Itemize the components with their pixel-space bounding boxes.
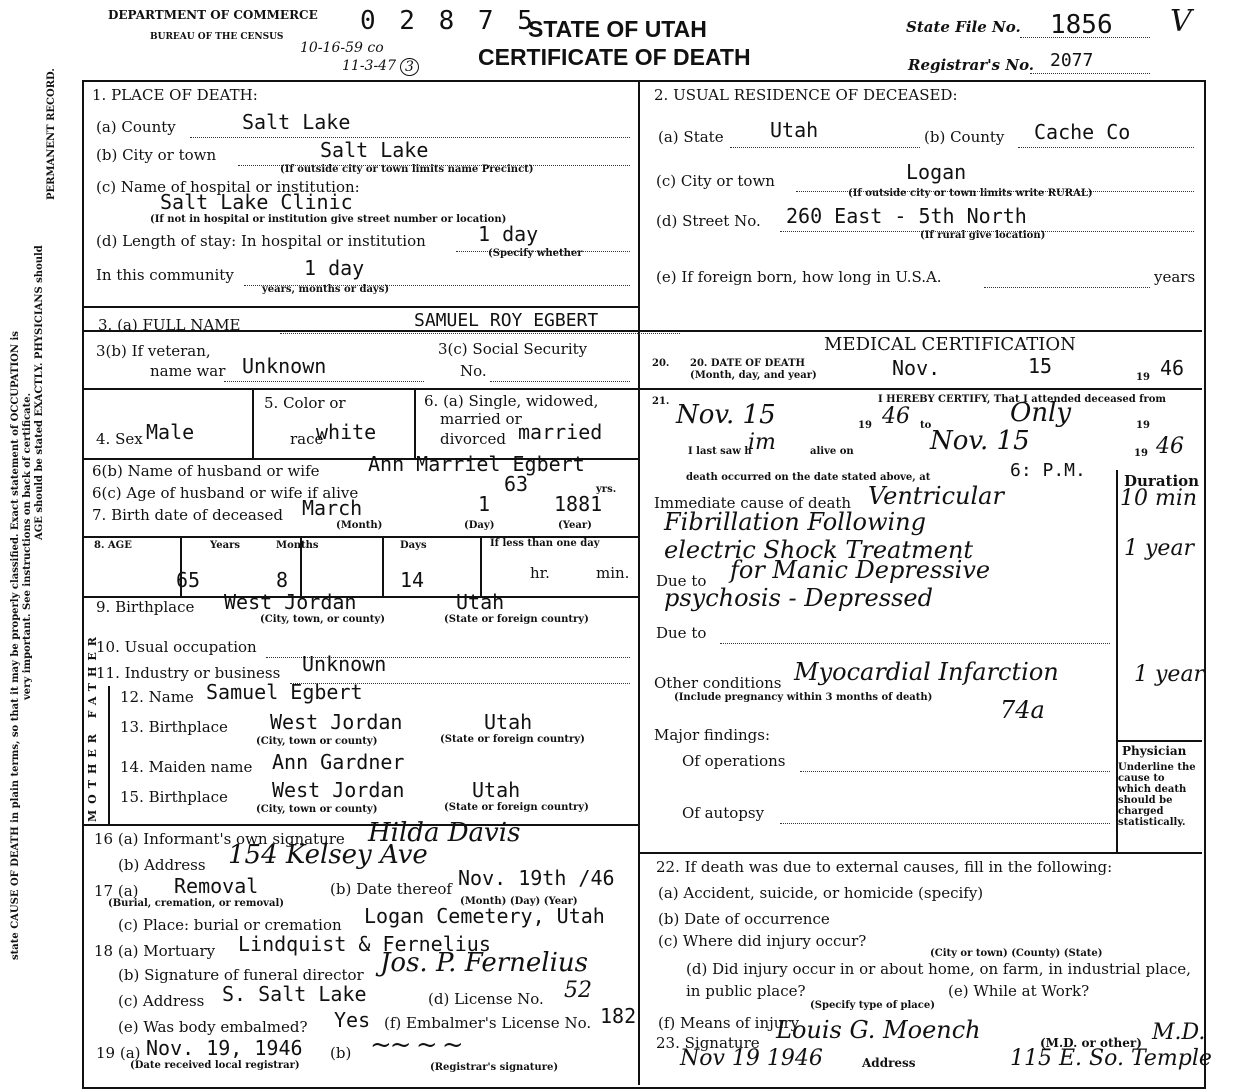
embalmed-value: Yes [334, 1008, 371, 1032]
other-conditions: Myocardial Infarction [794, 658, 1059, 686]
days-header: Days [400, 540, 427, 551]
physician-signature: Louis G. Moench [776, 1016, 981, 1044]
form-title-certificate: CERTIFICATE OF DEATH [478, 44, 751, 70]
license-label: (d) License No. [428, 990, 544, 1008]
other-code: 74a [1000, 696, 1045, 724]
dod-year: 46 [1160, 356, 1185, 380]
day-note: (Day) [464, 520, 495, 531]
community-label: In this community [96, 266, 234, 284]
dod-day: 15 [1028, 354, 1053, 378]
nineteen-2: 19 [1136, 420, 1150, 431]
war-label: name war [150, 362, 226, 380]
physician-header: Physician [1122, 744, 1187, 758]
external-d2-label: in public place? [686, 982, 806, 1000]
father-name: Samuel Egbert [206, 680, 363, 704]
check-mark: V [1170, 4, 1192, 39]
father-city-note: (City, town or county) [256, 736, 378, 747]
state-label: (a) State [658, 128, 724, 146]
external-a-label: (a) Accident, suicide, or homicide (specify) [658, 884, 984, 902]
min-label: min. [596, 564, 630, 582]
hr-label: hr. [530, 564, 550, 582]
md-label: (M.D. or other) [1040, 1036, 1142, 1050]
foreign-born-label: (e) If foreign born, how long in U.S.A. [656, 268, 942, 286]
medical-certification-title: MEDICAL CERTIFICATION [824, 334, 1076, 355]
registrar-label: Registrar's No. [908, 56, 1035, 74]
birth-day: 1 [478, 492, 491, 516]
filed-note: (Date received local registrar) [130, 1060, 300, 1071]
dept-label: DEPARTMENT OF COMMERCE [108, 8, 318, 22]
md-handwritten: M.D. [1152, 1020, 1206, 1045]
external-e-label: (e) While at Work? [948, 982, 1090, 1000]
place-of-death-title: 1. PLACE OF DEATH: [92, 86, 258, 104]
father-state-note: (State or foreign country) [440, 734, 585, 745]
full-name-label: 3. (a) FULL NAME [98, 316, 241, 334]
father-birthplace-label: 13. Birthplace [120, 718, 228, 736]
registrar-signature: ~~ ~ ~ [370, 1030, 462, 1060]
burial-date: Nov. 19th /46 [458, 866, 615, 890]
community-note: years, months or days) [262, 284, 390, 295]
marital-status: married [518, 420, 603, 444]
handwritten-note: 11-3-47 [342, 58, 396, 74]
cause-line-3: electric Shock Treatment [664, 536, 974, 564]
informant-label: 16 (a) Informant's own signature [94, 830, 345, 848]
burial-date-label: (b) Date thereof [330, 880, 452, 898]
yrs-label: yrs. [596, 484, 617, 495]
full-name: SAMUEL ROY EGBERT [414, 310, 599, 331]
external-f-label: (f) Means of injury [658, 1014, 800, 1032]
city-note: (City, town, or county) [260, 614, 385, 625]
registrar-number: 2077 [1050, 50, 1094, 71]
duration-1: 10 min [1120, 486, 1198, 511]
immediate-cause: Ventricular [868, 482, 1004, 510]
community-stay: 1 day [304, 256, 365, 280]
father-birthplace-state: Utah [484, 710, 533, 734]
stay-label: (d) Length of stay: In hospital or institution [96, 232, 426, 250]
external-c-label: (c) Where did injury occur? [658, 932, 867, 950]
embalmer-label: (f) Embalmer's License No. [384, 1014, 592, 1032]
funeral-director-label: (b) Signature of funeral director [118, 966, 364, 984]
last-saw-year: 46 [1156, 434, 1184, 459]
informant-signature: Hilda Davis [368, 818, 521, 848]
attended-from-year: 46 [882, 404, 910, 429]
residence-street: 260 East - 5th North [786, 204, 1027, 228]
birthplace-city: West Jordan [224, 590, 357, 614]
duration-header: Duration [1124, 472, 1200, 490]
mortuary-address-label: (c) Address [118, 992, 205, 1010]
residence-title: 2. USUAL RESIDENCE OF DECEASED: [654, 86, 958, 104]
registrar-signature-note: (Registrar's signature) [430, 1062, 559, 1073]
informant-address-label: (b) Address [118, 856, 206, 874]
other-duration: 1 year [1134, 662, 1205, 687]
burial-label: 17 (a) [94, 882, 139, 900]
physician-address-label: Address [862, 1056, 916, 1070]
last-saw-date: Nov. 15 [930, 426, 1030, 456]
mother-name-label: 14. Maiden name [120, 758, 253, 776]
external-b-label: (b) Date of occurrence [658, 910, 830, 928]
major-findings-label: Major findings: [654, 726, 771, 744]
burial-place: Logan Cemetery, Utah [364, 904, 605, 928]
sex-label: 4. Sex [96, 430, 143, 448]
hospital-stay: 1 day [478, 222, 539, 246]
physician-address: 115 E. So. Temple [1010, 1046, 1212, 1071]
residence-city-label: (c) City or town [656, 172, 775, 190]
race-value: white [316, 420, 377, 444]
burial-type: Removal [174, 874, 259, 898]
external-e-note: (Specify type of place) [810, 1000, 935, 1011]
birth-year: 1881 [554, 492, 603, 516]
handwritten-note: 3 [400, 58, 419, 76]
spouse-age-label: 6(c) Age of husband or wife if alive [92, 484, 359, 502]
mortuary-name: Lindquist & Fernelius [238, 932, 491, 956]
burial-note: (Burial, cremation, or removal) [108, 898, 284, 909]
father-birthplace-city: West Jordan [270, 710, 403, 734]
veteran-label: 3(b) If veteran, [96, 342, 211, 360]
external-d-label: (d) Did injury occur in or about home, on farm, in industrial place, [686, 960, 1191, 978]
less-than-day-header: If less than one day [490, 538, 600, 549]
county-label: (a) County [96, 118, 176, 136]
spouse-age: 63 [504, 472, 529, 496]
margin-instructions-4: PERMANENT RECORD. [46, 68, 57, 200]
residence-county: Cache Co [1034, 120, 1131, 144]
state-note: (State or foreign country) [444, 614, 589, 625]
dod-note: (Month, day, and year) [690, 370, 817, 381]
residence-county-label: (b) County [924, 128, 1005, 146]
attended-to: Only [1010, 398, 1072, 428]
other-conditions-note: (Include pregnancy within 3 months of death) [674, 692, 933, 703]
cert-text: I HEREBY CERTIFY, That I attended deceased from [878, 394, 1167, 405]
dod-label: 20. DATE OF DEATH [690, 358, 805, 369]
signature-date: Nov 19 1946 [680, 1046, 823, 1071]
to-label: to [920, 420, 932, 431]
nineteen-3: 19 [1134, 448, 1148, 459]
mortuary-address: S. Salt Lake [222, 982, 367, 1006]
margin-instructions-3: AGE should be stated EXACTLY. PHYSICIANS should [34, 245, 45, 540]
handwritten-note: 10-16-59 co [300, 40, 384, 56]
city-note: (If outside city or town limits name Precinct) [280, 164, 534, 175]
mother-birthplace-state: Utah [472, 778, 521, 802]
year-note: (Year) [558, 520, 592, 531]
attended-from: Nov. 15 [676, 400, 776, 430]
registrar-signature-label: (b) [330, 1044, 352, 1062]
residence-city-note: (If outside city or town limits write RURAL) [848, 188, 1093, 199]
specify-note: (Specify whether [488, 248, 583, 259]
due-to-label-2: Due to [656, 624, 707, 642]
filed-date: Nov. 19, 1946 [146, 1036, 303, 1060]
mother-state-note: (State or foreign country) [444, 802, 589, 813]
due-to-label-1: Due to [656, 572, 707, 590]
dod-month: Nov. [892, 356, 941, 380]
street-note: (If rural give location) [920, 230, 1046, 241]
immediate-cause-line-2: Fibrillation Following [664, 508, 926, 536]
industry-label: 11. Industry or business [96, 664, 281, 682]
dod-year-prefix: 19 [1136, 372, 1150, 383]
signature-label: 23. Signature [656, 1034, 760, 1052]
race-label: race [290, 430, 324, 448]
hospital-note: (If not in hospital or institution give street number or location) [150, 214, 507, 225]
sex-value: Male [146, 420, 195, 444]
informant-address: 154 Kelsey Ave [228, 840, 428, 870]
marital-label-2: married or [440, 410, 522, 428]
autopsy-label: Of autopsy [682, 804, 765, 822]
age-days: 14 [400, 568, 425, 592]
burial-place-label: (c) Place: burial or cremation [118, 916, 342, 934]
hospital-label: (c) Name of hospital or institution: [96, 178, 360, 196]
last-saw-label: I last saw h [688, 446, 752, 457]
due-to-1: for Manic Depressive [730, 556, 991, 584]
birthplace-label: 9. Birthplace [96, 598, 195, 616]
cert-number: 21. [652, 396, 670, 407]
dod-number: 20. [652, 358, 670, 369]
birth-month: March [302, 496, 363, 520]
embalmer-license: 182 [600, 1004, 637, 1028]
birth-date-label: 7. Birth date of deceased [92, 506, 283, 524]
spouse-label: 6(b) Name of husband or wife [92, 462, 320, 480]
marital-label: 6. (a) Single, widowed, [424, 392, 599, 410]
death-time-label: death occurred on the date stated above, at [686, 472, 931, 483]
month-note: (Month) [336, 520, 383, 531]
death-county: Salt Lake [242, 110, 351, 134]
social-security-label: 3(c) Social Security [438, 340, 588, 358]
embalmed-label: (e) Was body embalmed? [118, 1018, 308, 1036]
color-label: 5. Color or [264, 394, 346, 412]
form-title-state: STATE OF UTAH [528, 16, 707, 42]
street-label: (d) Street No. [656, 212, 761, 230]
mother-birthplace-label: 15. Birthplace [120, 788, 228, 806]
due-to-1-line-2: psychosis - Depressed [664, 584, 933, 612]
age-label: 8. AGE [94, 540, 132, 551]
death-time: 6: P.M. [1010, 460, 1086, 481]
birthplace-state: Utah [456, 590, 505, 614]
mother-birthplace-city: West Jordan [272, 778, 405, 802]
burial-date-note: (Month) (Day) (Year) [460, 896, 578, 907]
nineteen-1: 19 [858, 420, 872, 431]
age-months: 8 [276, 568, 289, 592]
age-years: 65 [176, 568, 201, 592]
duration-2: 1 year [1124, 536, 1195, 561]
city-label: (b) City or town [96, 146, 217, 164]
last-saw-pronoun: im [748, 430, 776, 455]
social-security-no-label: No. [460, 362, 487, 380]
marital-label-3: divorced [440, 430, 506, 448]
state-file-number: 1856 [1050, 10, 1113, 40]
spouse-name: Ann Marriel Egbert [368, 452, 585, 476]
immediate-cause-label: Immediate cause of death [654, 494, 852, 512]
occupation-label: 10. Usual occupation [96, 638, 257, 656]
margin-instructions-2: very important. See instructions on back of certificate. [22, 392, 33, 700]
mother-city-note: (City, town or county) [256, 804, 378, 815]
margin-instructions-1: state CAUSE OF DEATH in plain terms, so that it may be properly classified. Exact statement of OCCUPATION is [10, 331, 21, 960]
operations-label: Of operations [682, 752, 786, 770]
mother-maiden-name: Ann Gardner [272, 750, 405, 774]
residence-state: Utah [770, 118, 819, 142]
months-header: Months [276, 540, 319, 551]
alive-on-label: alive on [810, 446, 854, 457]
funeral-director-signature: Jos. P. Fernelius [380, 948, 588, 978]
years-label: years [1154, 268, 1196, 286]
external-c-note: (City or town) (County) (State) [930, 948, 1103, 959]
bureau-label: BUREAU OF THE CENSUS [150, 32, 284, 42]
physician-note: Underline the cause to which death should be charged statistically. [1118, 762, 1196, 828]
mortuary-label: 18 (a) Mortuary [94, 942, 216, 960]
certificate-stamp-number: 0 2 8 7 5 [360, 6, 537, 36]
residence-city: Logan [906, 160, 967, 184]
external-causes-title: 22. If death was due to external causes, fill in the following: [656, 858, 1113, 876]
veteran-war: Unknown [242, 354, 327, 378]
industry-value: Unknown [302, 652, 387, 676]
license-number: 52 [564, 978, 592, 1003]
father-name-label: 12. Name [120, 688, 194, 706]
parents-side-label: MOTHER FATHER [86, 631, 99, 822]
state-file-label: State File No. [906, 18, 1021, 36]
hospital-name: Salt Lake Clinic [160, 190, 353, 214]
filed-label: 19 (a) [96, 1044, 141, 1062]
other-conditions-label: Other conditions [654, 674, 782, 692]
years-header: Years [210, 540, 241, 551]
death-city: Salt Lake [320, 138, 429, 162]
